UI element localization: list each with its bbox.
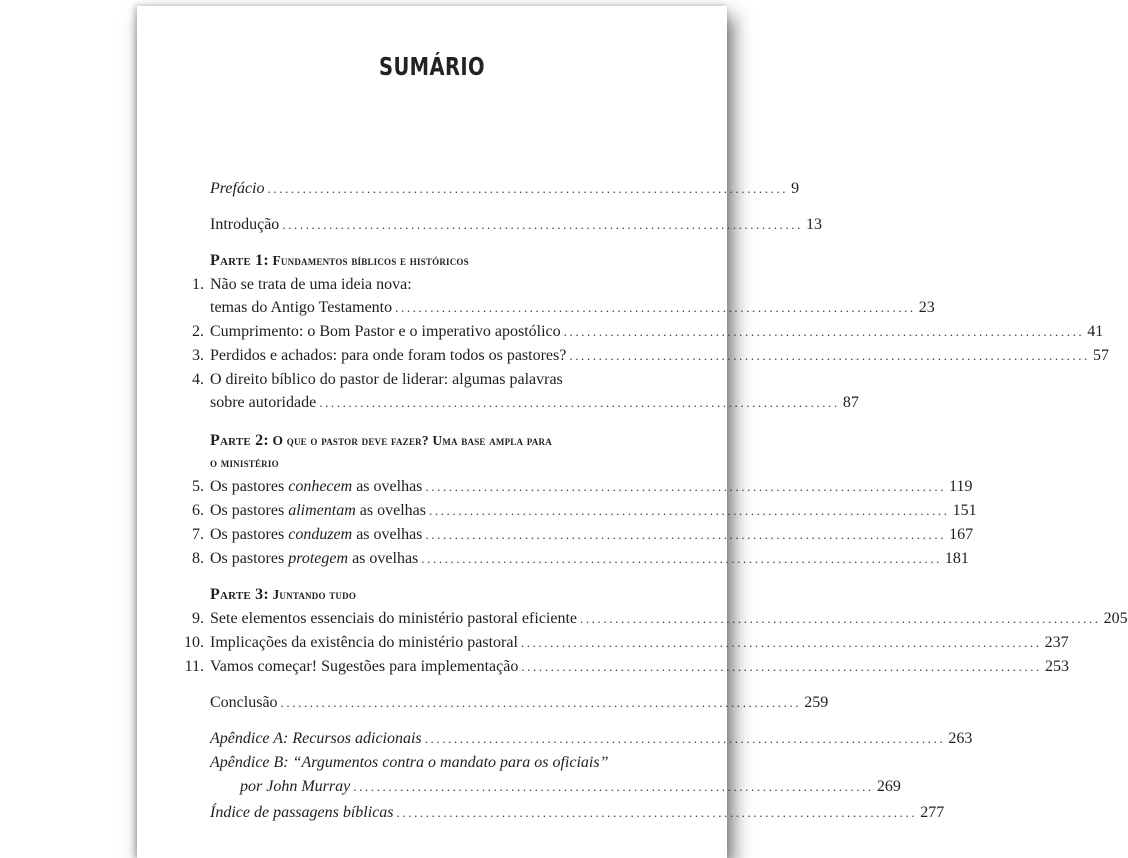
entry-label: Os pastores conhecem as ovelhas bbox=[210, 478, 423, 495]
toc-entry-apendice-b bbox=[240, 776, 901, 798]
dot-leader: ......................................................................................... bbox=[580, 611, 1101, 626]
chapter-number: 11. bbox=[184, 658, 204, 675]
chapter-number: 4. bbox=[192, 371, 204, 388]
toc-entry-ch8 bbox=[192, 548, 969, 570]
entry-label: Os pastores protegem as ovelhas bbox=[210, 550, 419, 567]
part-heading-2: Parte 2: O que o pastor deve fazer? Uma base ampla para o ministério bbox=[210, 432, 552, 470]
page-number: 13 bbox=[805, 216, 822, 233]
dot-leader: ......................................................................................... bbox=[424, 731, 946, 746]
page-title: SUMÁRIO bbox=[379, 52, 485, 81]
dot-leader: ......................................................................................... bbox=[428, 503, 950, 518]
toc-entry-indice bbox=[210, 802, 945, 824]
chapter-number: 3. bbox=[192, 347, 204, 364]
toc-entry-ch3 bbox=[192, 345, 1109, 367]
dot-leader: ......................................................................................... bbox=[425, 527, 947, 542]
chapter-number: 2. bbox=[192, 323, 204, 340]
entry-label: Perdidos e achados: para onde foram todos os pastores? bbox=[210, 347, 567, 364]
dot-leader: ......................................................................................... bbox=[520, 635, 1042, 650]
entry-label: por John Murray bbox=[240, 778, 351, 795]
part-heading-1: Parte 1: Fundamentos bíblicos e históricos bbox=[210, 252, 469, 269]
entry-label: O direito bíblico do pastor de liderar: algumas palavras bbox=[210, 371, 563, 388]
toc-entry-ch2 bbox=[192, 321, 1104, 343]
dot-leader: ......................................................................................... bbox=[267, 181, 789, 196]
page-number: 9 bbox=[791, 180, 800, 197]
chapter-number: 10. bbox=[184, 634, 204, 651]
dot-leader: ......................................................................................... bbox=[521, 659, 1042, 674]
chapter-number: 6. bbox=[192, 502, 204, 519]
toc-entry-ch5 bbox=[192, 476, 973, 498]
entry-label: Cumprimento: o Bom Pastor e o imperativo apostólico bbox=[210, 323, 561, 340]
toc-entry-ch1 bbox=[210, 297, 935, 319]
entry-label: Prefácio bbox=[210, 180, 265, 197]
page-number: 181 bbox=[944, 550, 969, 567]
dot-leader: ......................................................................................... bbox=[396, 805, 918, 820]
chapter-number: 1. bbox=[192, 276, 204, 293]
entry-label: Apêndice A: Recursos adicionais bbox=[210, 730, 422, 747]
toc-entry-ch10 bbox=[184, 632, 1069, 654]
toc-entry-apendice-a bbox=[210, 728, 973, 750]
page-number: 119 bbox=[949, 478, 973, 495]
page-number: 205 bbox=[1103, 610, 1128, 627]
page-number: 237 bbox=[1044, 634, 1069, 651]
toc-entry-ch11 bbox=[184, 656, 1069, 678]
chapter-number: 7. bbox=[192, 526, 204, 543]
toc-entry-ch4 bbox=[210, 392, 859, 414]
entry-label: Índice de passagens bíblicas bbox=[210, 804, 394, 821]
dot-leader: ......................................................................................... bbox=[563, 324, 1085, 339]
entry-label: Vamos começar! Sugestões para implementação bbox=[210, 658, 519, 675]
entry-label: Implicações da existência do ministério pastoral bbox=[210, 634, 518, 651]
page-number: 277 bbox=[920, 804, 945, 821]
toc-entry-ch1-line1 bbox=[192, 274, 412, 296]
entry-label: temas do Antigo Testamento bbox=[210, 299, 393, 316]
dot-leader: ......................................................................................... bbox=[319, 395, 840, 410]
page-number: 87 bbox=[842, 394, 859, 411]
entry-label: sobre autoridade bbox=[210, 394, 317, 411]
chapter-number: 5. bbox=[192, 478, 204, 495]
entry-label: Sete elementos essenciais do ministério pastoral eficiente bbox=[210, 610, 577, 627]
toc-entry-prefacio bbox=[210, 178, 800, 200]
entry-label: Introdução bbox=[210, 216, 280, 233]
entry-label: Conclusão bbox=[210, 694, 278, 711]
page-number: 167 bbox=[949, 526, 974, 543]
entry-label: Os pastores alimentam as ovelhas bbox=[210, 502, 426, 519]
entry-label: Não se trata de uma ideia nova: bbox=[210, 276, 412, 293]
page-number: 269 bbox=[876, 778, 901, 795]
toc-entry-ch6 bbox=[192, 500, 977, 522]
dot-leader: ......................................................................................... bbox=[395, 300, 916, 315]
page-number: 57 bbox=[1093, 347, 1109, 364]
dot-leader: ......................................................................................... bbox=[569, 348, 1090, 363]
chapter-number: 8. bbox=[192, 550, 204, 567]
toc-entry-ch7 bbox=[192, 524, 974, 546]
toc-entry-introducao bbox=[210, 214, 822, 236]
toc-entry-ch9 bbox=[192, 608, 1128, 630]
page-number: 151 bbox=[952, 502, 977, 519]
page-number: 41 bbox=[1087, 323, 1104, 340]
dot-leader: ......................................................................................... bbox=[282, 217, 803, 232]
dot-leader: ......................................................................................... bbox=[425, 479, 947, 494]
toc-entry-ch4-line1 bbox=[192, 369, 563, 391]
part-heading-3: Parte 3: Juntando tudo bbox=[210, 586, 357, 603]
chapter-number: 9. bbox=[192, 610, 204, 627]
book-page bbox=[137, 6, 1128, 858]
page-number: 259 bbox=[804, 694, 829, 711]
page-number: 23 bbox=[918, 299, 935, 316]
dot-leader: ......................................................................................... bbox=[280, 695, 802, 710]
entry-label: Os pastores conduzem as ovelhas bbox=[210, 526, 423, 543]
toc-entry-apendice-b-line1: Apêndice B: “Argumentos contra o mandato para os oficiais” bbox=[210, 754, 609, 771]
toc-entry-conclusao bbox=[210, 692, 829, 714]
page-number: 263 bbox=[948, 730, 973, 747]
page-number: 253 bbox=[1044, 658, 1069, 675]
dot-leader: ......................................................................................... bbox=[421, 551, 942, 566]
dot-leader: ......................................................................................... bbox=[353, 779, 874, 794]
